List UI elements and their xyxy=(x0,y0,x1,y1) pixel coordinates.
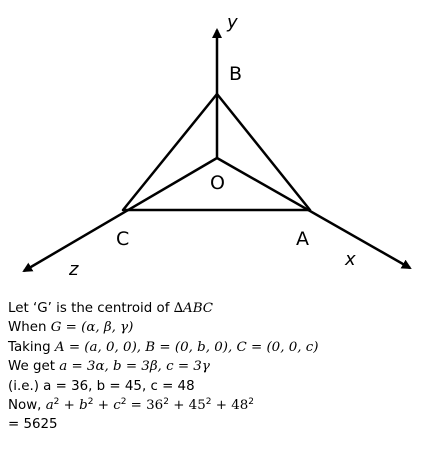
plus-2: + xyxy=(93,397,114,413)
line-4-math: a = 3α, b = 3β, c = 3γ xyxy=(59,359,210,375)
exp-3: 2 xyxy=(120,396,127,407)
line-2-text: When xyxy=(8,320,51,336)
solution-line-2 xyxy=(8,318,423,337)
solution-line-1 xyxy=(8,299,423,318)
point-a-label: A xyxy=(296,228,309,250)
point-b-label: B xyxy=(229,63,243,85)
plus-4: + xyxy=(211,397,232,413)
term-c: c xyxy=(113,397,121,413)
term-b: b xyxy=(79,397,88,413)
exp-1: 2 xyxy=(53,396,60,407)
x-axis-label: x xyxy=(345,249,356,270)
line-3-math: A = (a, 0, 0), B = (0, b, 0), C = (0, 0, c) xyxy=(54,339,319,355)
solution-line-3 xyxy=(8,338,423,357)
solution-text xyxy=(8,299,423,435)
line-4-text: We get xyxy=(8,359,60,375)
solution-line-7 xyxy=(8,415,423,434)
solution-line-6 xyxy=(8,396,423,415)
z-axis-label: z xyxy=(69,259,79,280)
line-3-text: Taking xyxy=(8,339,55,355)
line-2-math: G = (α, β, γ) xyxy=(50,320,134,336)
line-1-math: ∆ABC xyxy=(173,301,214,316)
line-6-prefix: Now, xyxy=(8,397,46,413)
num-36: 36 xyxy=(146,397,164,413)
line-7-text: = 5625 xyxy=(8,417,58,433)
point-o-label: O xyxy=(210,172,225,194)
exp-4: 2 xyxy=(163,396,169,407)
term-a: a xyxy=(45,397,54,413)
plus-1: + xyxy=(59,397,80,413)
z-axis xyxy=(24,158,217,271)
exp-5: 2 xyxy=(205,396,212,407)
num-48: 48 xyxy=(231,397,249,413)
num-45: 45 xyxy=(188,397,206,413)
exp-6: 2 xyxy=(248,396,254,407)
y-axis-label: y xyxy=(227,12,238,33)
solution-line-4 xyxy=(8,357,423,376)
equals: = xyxy=(126,397,147,413)
line-5-text: (i.e.) a = 36, b = 45, c = 48 xyxy=(8,378,195,394)
point-c-label: C xyxy=(116,228,130,250)
line-1-text: Let ‘G’ is the centroid of xyxy=(8,301,174,316)
solution-line-5 xyxy=(8,377,423,396)
exp-2: 2 xyxy=(87,396,94,407)
plus-3: + xyxy=(168,397,189,413)
x-axis xyxy=(217,158,410,268)
